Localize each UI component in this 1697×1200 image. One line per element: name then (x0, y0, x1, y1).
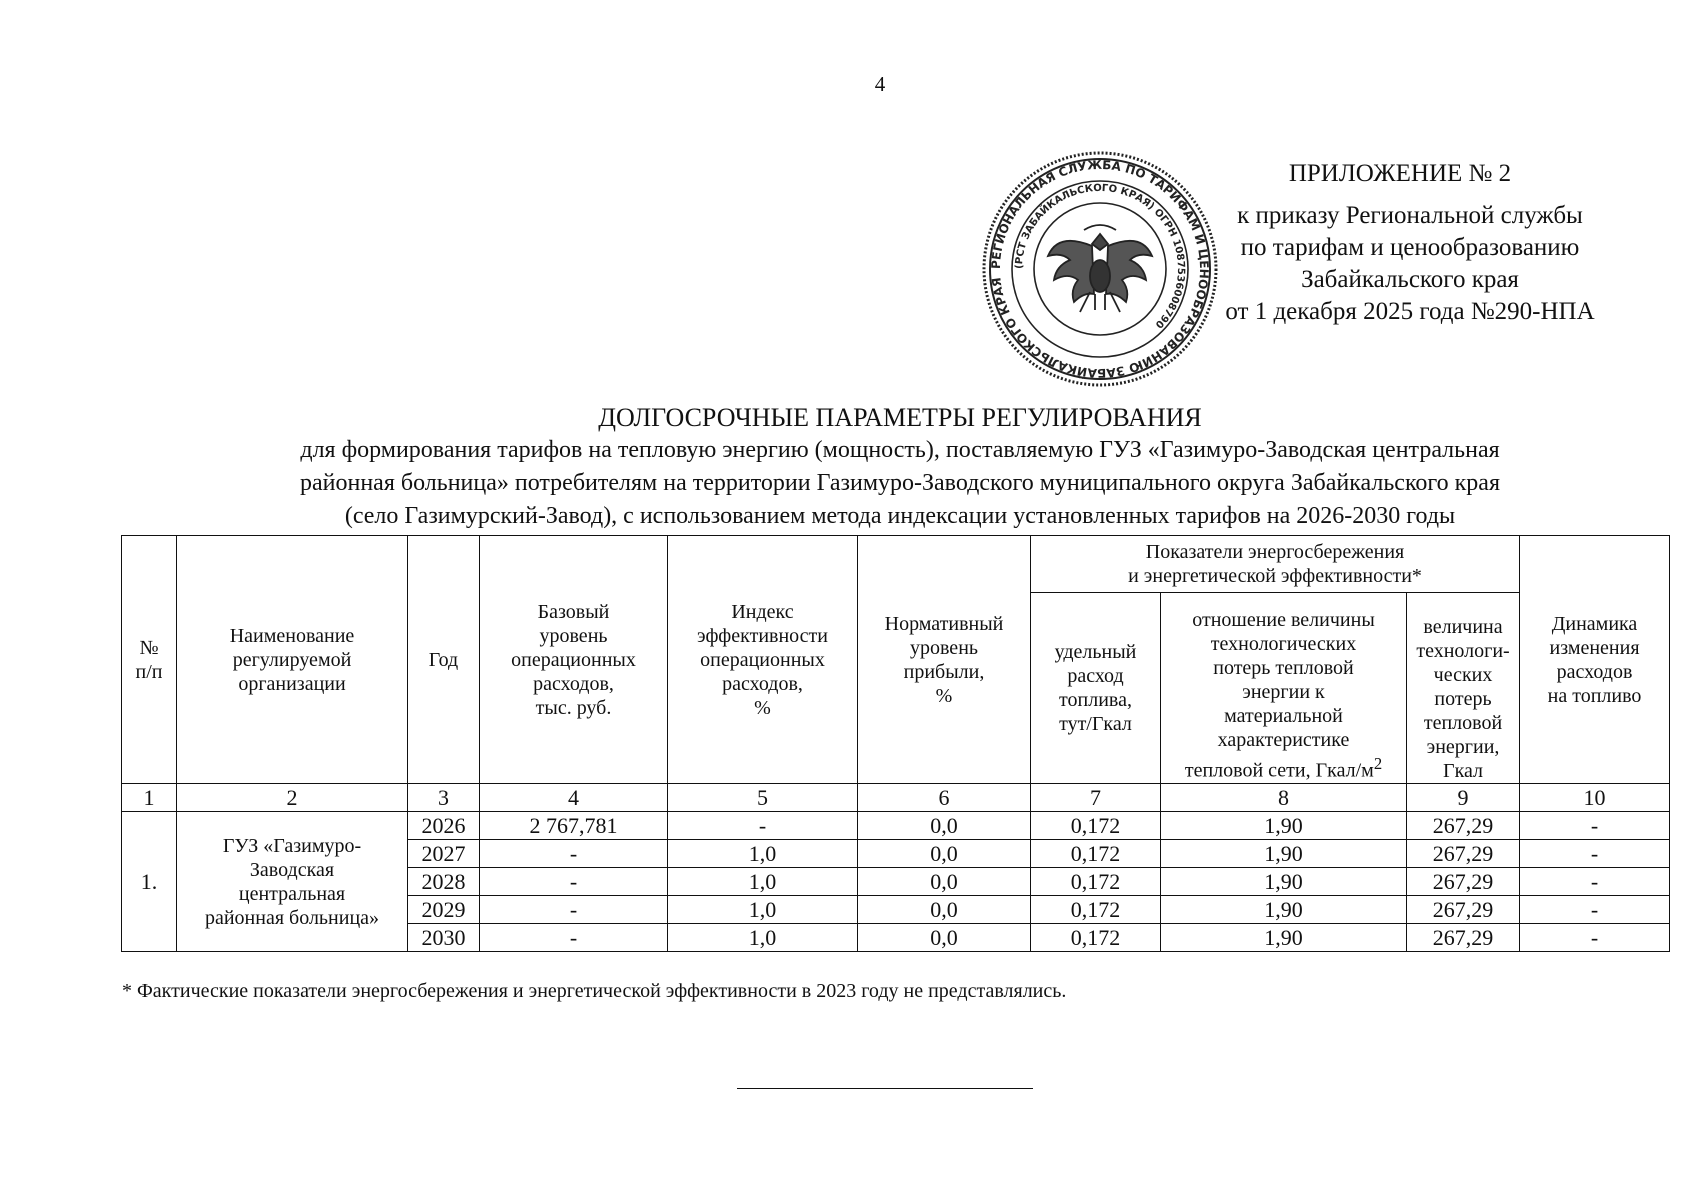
document-title: ДОЛГОСРОЧНЫЕ ПАРАМЕТРЫ РЕГУЛИРОВАНИЯ (598, 403, 1202, 432)
cell-efficiency-index: - (668, 812, 858, 840)
cell-fuel-dynamics: - (1520, 924, 1670, 952)
cell-fuel-dynamics: - (1520, 840, 1670, 868)
cell-efficiency-index: 1,0 (668, 868, 858, 896)
header-efficiency-index: Индекс эффективности операционных расходов, % (668, 536, 858, 784)
cell-fuel-dynamics: - (1520, 812, 1670, 840)
cell-heat-losses: 267,29 (1407, 868, 1520, 896)
header-energy-efficiency-group: Показатели энергосбережения и энергетической эффективности* (1031, 536, 1520, 593)
header-loss-ratio: отношение величины технологических потерь тепловой энергии к материальной характеристике тепловой сети, Гкал/$м^2$ (1161, 593, 1407, 784)
document-subtitle-line: (село Газимурский-Завод), с использованием метода индексации установленных тарифов на 2026-2030 годы (344, 503, 1456, 529)
cell-profit-level: 0,0 (858, 924, 1031, 952)
cell-efficiency-index: 1,0 (668, 924, 858, 952)
cell-profit-level: 0,0 (858, 868, 1031, 896)
cell-fuel-dynamics: - (1520, 896, 1670, 924)
cell-year: 2028 (408, 868, 480, 896)
appendix-line: по тарифам и ценообразованию (1240, 234, 1580, 261)
cell-heat-losses: 267,29 (1407, 924, 1520, 952)
cell-profit-level: 0,0 (858, 896, 1031, 924)
page-number: 4 (874, 72, 886, 96)
appendix-title: ПРИЛОЖЕНИЕ № 2 (1288, 160, 1512, 187)
document-title-block (120, 402, 1680, 533)
cell-fuel-consumption: 0,172 (1031, 896, 1161, 924)
column-number: 4 (480, 784, 668, 812)
cell-efficiency-index: 1,0 (668, 896, 858, 924)
appendix-block (1180, 158, 1640, 328)
column-number: 3 (408, 784, 480, 812)
column-numbers-row (122, 784, 1670, 812)
column-number: 1 (122, 784, 177, 812)
cell-year: 2027 (408, 840, 480, 868)
column-number: 8 (1161, 784, 1407, 812)
table-row (122, 812, 1670, 840)
cell-heat-losses: 267,29 (1407, 896, 1520, 924)
header-fuel-consumption: удельный расход топлива, тут/Гкал (1031, 593, 1161, 784)
closing-divider-line (737, 1088, 1033, 1089)
header-base-opex: Базовый уровень операционных расходов, тыс. руб. (480, 536, 668, 784)
cell-year: 2026 (408, 812, 480, 840)
cell-profit-level: 0,0 (858, 840, 1031, 868)
header-organization: Наименование регулируемой организации (177, 536, 408, 784)
cell-heat-losses: 267,29 (1407, 840, 1520, 868)
appendix-line: от 1 декабря 2025 года №290-НПА (1225, 298, 1595, 325)
cell-loss-ratio: 1,90 (1161, 840, 1407, 868)
cell-heat-losses: 267,29 (1407, 812, 1520, 840)
cell-loss-ratio: 1,90 (1161, 812, 1407, 840)
cell-fuel-consumption: 0,172 (1031, 840, 1161, 868)
column-number: 5 (668, 784, 858, 812)
regulation-parameters-table (121, 535, 1670, 952)
footnote: * Фактические показатели энергосбережения и энергетической эффективности в 2023 году не представлялись. (122, 980, 1067, 1002)
appendix-line: Забайкальского края (1301, 266, 1519, 293)
cell-loss-ratio: 1,90 (1161, 896, 1407, 924)
column-number: 7 (1031, 784, 1161, 812)
cell-base-opex: - (480, 896, 668, 924)
document-subtitle-line: районная больница» потребителям на территории Газимуро-Заводского муниципального округа Забайкальского края (300, 470, 1500, 496)
column-number: 6 (858, 784, 1031, 812)
cell-fuel-consumption: 0,172 (1031, 924, 1161, 952)
document-subtitle-line: для формирования тарифов на тепловую энергию (мощность), поставляемую ГУЗ «Газимуро-Заводская центральная (300, 437, 1500, 463)
cell-base-opex: - (480, 868, 668, 896)
cell-base-opex: - (480, 924, 668, 952)
cell-fuel-consumption: 0,172 (1031, 868, 1161, 896)
header-year: Год (408, 536, 480, 784)
column-number: 9 (1407, 784, 1520, 812)
cell-loss-ratio: 1,90 (1161, 868, 1407, 896)
row-number: 1. (122, 812, 177, 952)
appendix-line: к приказу Региональной службы (1237, 202, 1583, 229)
cell-fuel-consumption: 0,172 (1031, 812, 1161, 840)
header-fuel-dynamics: Динамика изменения расходов на топливо (1520, 536, 1670, 784)
organization-name: ГУЗ «Газимуро- Заводская центральная районная больница» (177, 812, 408, 952)
stamp-outer-text: РЕГИОНАЛЬНАЯ СЛУЖБА ПО ТАРИФАМ И ЦЕНООБРАЗОВАНИЮ ЗАБАЙКАЛЬСКОГО КРАЯ (988, 157, 1212, 381)
column-number: 2 (177, 784, 408, 812)
header-profit-level: Нормативный уровень прибыли, % (858, 536, 1031, 784)
cell-profit-level: 0,0 (858, 812, 1031, 840)
header-num: № п/п (122, 536, 177, 784)
cell-base-opex: - (480, 840, 668, 868)
stamp-inner-text: (РСТ ЗАБАЙКАЛЬСКОГО КРАЯ) ОГРН 1087536008790 (1013, 182, 1187, 330)
column-number: 10 (1520, 784, 1670, 812)
cell-loss-ratio: 1,90 (1161, 924, 1407, 952)
cell-year: 2030 (408, 924, 480, 952)
cell-efficiency-index: 1,0 (668, 840, 858, 868)
cell-base-opex: 2 767,781 (480, 812, 668, 840)
header-heat-losses: величина технологи- ческих потерь тепловой энергии, Гкал (1407, 593, 1520, 784)
cell-year: 2029 (408, 896, 480, 924)
eagle-emblem-icon (1048, 225, 1152, 312)
cell-fuel-dynamics: - (1520, 868, 1670, 896)
